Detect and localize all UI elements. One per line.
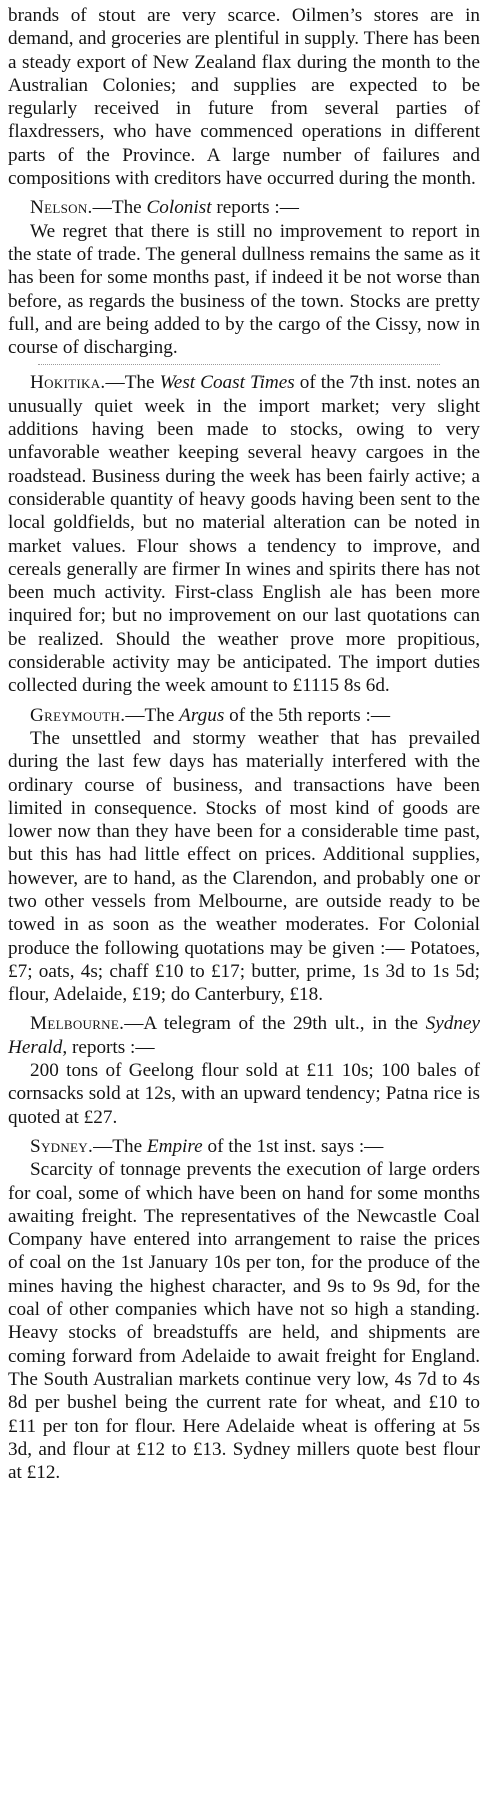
nelson-source-title: Colonist bbox=[146, 197, 212, 219]
nelson-heading bbox=[8, 196, 480, 219]
sydney-lead-text: —The bbox=[93, 1135, 147, 1157]
sydney-heading bbox=[8, 1135, 480, 1158]
melbourne-report: 200 tons of Geelong flour sold at £11 10s; 100 bales of cornsacks sold at 12s, with an upward tendency; Patna rice is quoted at £27. bbox=[8, 1060, 480, 1128]
nelson-report: We regret that there is still no improvement to report in the state of trade. The general dullness remains the same as it has been for some months past, if indeed it be not worse than before, as regards the business of the town. Stocks are pretty full, and are being added to by the cargo of the Cissy, now in course of discharging. bbox=[8, 220, 480, 359]
melbourne-place-name: Melbourne. bbox=[30, 1013, 125, 1035]
hokitika-place-name: Hokitika. bbox=[30, 372, 106, 394]
hokitika-lead-text: —The bbox=[105, 372, 160, 394]
intro-paragraph: brands of stout are very scarce. Oilmen’s stores are in demand, and groceries are plentiful in supply. There has been a steady export of New Zealand flax during the month to the Australian Colonies; and supplies are expected to be regularly received in future from several parties of flaxdressers, who have commenced operations in different parts of the Province. A large number of failures and compositions with creditors have occurred during the month. bbox=[8, 5, 480, 190]
section-divider bbox=[38, 364, 440, 365]
sydney-report: Scarcity of tonnage prevents the execution of large orders for coal, some of which have been on hand for some months awaiting freight. The representatives of the Newcastle Coal Company have entered into arrangement to raise the prices of coal on the 1st January 10s per ton, for the produce of the mines having the highest character, and 9s to 9s 9d, for the coal of other companies which have not so high a standing. Heavy stocks of breadstuffs are held, and shipments are coming forward from Adelaide to await freight for England. The South Australian markets continue very low, 4s 7d to 4s 8d per bushel being the current rate for wheat, and £10 to £11 per ton for flour. Here Adelaide wheat is offering at 5s 3d, and flour at £12 to £13. Sydney millers quote best flour at £12. bbox=[8, 1159, 480, 1484]
melbourne-lead-tail: , reports :— bbox=[62, 1036, 155, 1058]
greymouth-lead-text: —The bbox=[125, 704, 180, 726]
nelson-lead-text: —The bbox=[92, 197, 147, 219]
greymouth-lead-tail: of the 5th reports :— bbox=[224, 704, 391, 726]
sydney-place-name: Sydney. bbox=[30, 1135, 94, 1157]
greymouth-heading bbox=[8, 704, 480, 727]
sydney-lead-tail: of the 1st inst. says :— bbox=[202, 1135, 384, 1157]
hokitika-paragraph bbox=[8, 371, 480, 697]
sydney-source-title: Empire bbox=[146, 1135, 203, 1157]
hokitika-report-text: of the 7th inst. notes an unusually quiet week in the import market; very slight additions having been made to stocks, owing to very unfavorable weather keeping several heavy cargoes in the roadstead. Business during the week has been fairly active; a considerable quantity of heavy goods having been sent to the local goldfields, but no material alteration can be noted in market values. Flour shows a tendency to improve, and cereals generally are firmer In wines and spirits there has not been much activity. First-class English ale has been more inquired for; but no improvement on our last quotations can be realized. Should the weather prove more propitious, considerable activity may be anticipated. The import duties collected during the week amount to £1115 8s 6d. bbox=[8, 372, 481, 697]
melbourne-source-title: Sydney Herald bbox=[8, 1013, 480, 1058]
melbourne-lead-text: —A telegram of the 29th ult., in the bbox=[124, 1013, 426, 1035]
greymouth-report: The unsettled and stormy weather that has prevailed during the last few days has materially interfered with the ordinary course of business, and transactions have been limited in consequence. Stocks of most kind of goods are lower now than they have been for a considerable time past, but this has had little effect on prices. Additional supplies, however, are to hand, as the Clarendon, and probably one or two other vessels from Melbourne, are outside ready to be towed in as soon as the weather moderates. For Colonial produce the following quotations may be given :— Potatoes, £7; oats, 4s; chaff £10 to £17; butter, prime, 1s 3d to 1s 5d; flour, Adelaide, £19; do Canterbury, £18. bbox=[8, 727, 480, 1006]
nelson-place-name: Nelson. bbox=[30, 197, 93, 219]
melbourne-heading bbox=[8, 1012, 480, 1059]
greymouth-place-name: Greymouth. bbox=[30, 704, 126, 726]
hokitika-source-title: West Coast Times bbox=[159, 372, 295, 394]
nelson-lead-tail: reports :— bbox=[211, 197, 299, 219]
greymouth-source-title: Argus bbox=[179, 704, 225, 726]
